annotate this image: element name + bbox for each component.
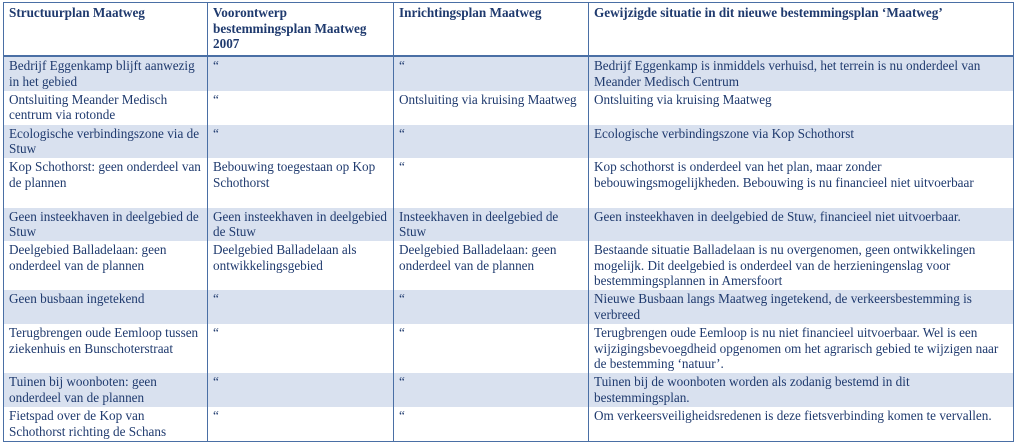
header-voorontwerp: Voorontwerp bestemmingsplan Maatweg 2007 (208, 3, 394, 57)
table-cell: “ (208, 373, 394, 407)
table-cell: Kop Schothorst: geen onderdeel van de plannen (4, 158, 208, 207)
table-row (4, 241, 1014, 290)
table-cell: “ (394, 373, 589, 407)
table-cell: “ (394, 56, 589, 91)
table-row (4, 373, 1014, 407)
table-row (4, 290, 1014, 324)
comparison-table (3, 2, 1014, 442)
table-cell: Om verkeersveiligheidsredenen is deze fietsverbinding komen te vervallen. (589, 407, 1014, 441)
table-row (4, 91, 1014, 125)
table-cell: “ (208, 407, 394, 441)
table-header (4, 3, 1014, 57)
table-cell: Terugbrengen oude Eemloop is nu niet financieel uitvoerbaar. Wel is een wijzigingsbevoegdheid opgenomen om het agrarisch gebied te wijzigen naar de bestemming ‘natuur’. (589, 324, 1014, 373)
table-cell: Bebouwing toegestaan op Kop Schothorst (208, 158, 394, 207)
table-cell: “ (208, 324, 394, 373)
table-cell: “ (394, 125, 589, 159)
table-cell: Terugbrengen oude Eemloop tussen ziekenhuis en Bunschoterstraat (4, 324, 208, 373)
table-cell: Ontsluiting via kruising Maatweg (589, 91, 1014, 125)
table-cell: Insteekhaven in deelgebied de Stuw (394, 208, 589, 242)
table-cell: Geen insteekhaven in deelgebied de Stuw (4, 208, 208, 242)
table-cell: Fietspad over de Kop van Schothorst richting de Schans (4, 407, 208, 441)
table-row (4, 56, 1014, 91)
table-cell: “ (394, 290, 589, 324)
table-cell: Ontsluiting Meander Medisch centrum via rotonde (4, 91, 208, 125)
table-cell: Deelgebied Balladelaan: geen onderdeel van de plannen (394, 241, 589, 290)
table-cell: Bedrijf Eggenkamp blijft aanwezig in het gebied (4, 56, 208, 91)
header-structuurplan: Structuurplan Maatweg (4, 3, 208, 57)
table-row (4, 158, 1014, 207)
table-row (4, 407, 1014, 441)
table-cell: “ (208, 125, 394, 159)
table-cell: Geen busbaan ingetekend (4, 290, 208, 324)
table-body (4, 56, 1014, 442)
table-cell: Deelgebied Balladelaan: geen onderdeel van de plannen (4, 241, 208, 290)
table-row (4, 125, 1014, 159)
table-row (4, 324, 1014, 373)
table-cell: Geen insteekhaven in deelgebied de Stuw, financieel niet uitvoerbaar. (589, 208, 1014, 242)
table-cell: Ontsluiting via kruising Maatweg (394, 91, 589, 125)
table-cell: Kop schothorst is onderdeel van het plan, maar zonder bebouwingsmogelijkheden. Bebouwing is nu financieel niet uitvoerbaar (589, 158, 1014, 207)
table-cell: Nieuwe Busbaan langs Maatweg ingetekend, de verkeersbestemming is verbreed (589, 290, 1014, 324)
table-cell: Tuinen bij woonboten: geen onderdeel van de plannen (4, 373, 208, 407)
table-cell: “ (394, 324, 589, 373)
table-cell: Deelgebied Balladelaan als ontwikkelingsgebied (208, 241, 394, 290)
table-cell: “ (208, 290, 394, 324)
table-cell: Tuinen bij de woonboten worden als zodanig bestemd in dit bestemmingsplan. (589, 373, 1014, 407)
table-cell: “ (208, 56, 394, 91)
header-gewijzigde-situatie: Gewijzigde situatie in dit nieuwe bestemmingsplan ‘Maatweg’ (589, 3, 1014, 57)
table-cell: Ecologische verbindingszone via de Stuw (4, 125, 208, 159)
table-cell: “ (208, 91, 394, 125)
header-row (4, 3, 1014, 57)
table-cell: Bestaande situatie Balladelaan is nu overgenomen, geen ontwikkelingen mogelijk. Dit deelgebied is onderdeel van de herzieningenslag voor bestemmingsplannen in Amersfoort (589, 241, 1014, 290)
table-cell: “ (394, 407, 589, 441)
table-cell: Geen insteekhaven in deelgebied de Stuw (208, 208, 394, 242)
header-inrichtingsplan: Inrichtingsplan Maatweg (394, 3, 589, 57)
table-cell: Ecologische verbindingszone via Kop Schothorst (589, 125, 1014, 159)
table-row (4, 208, 1014, 242)
table-cell: “ (394, 158, 589, 207)
table-cell: Bedrijf Eggenkamp is inmiddels verhuisd, het terrein is nu onderdeel van Meander Medisch Centrum (589, 56, 1014, 91)
